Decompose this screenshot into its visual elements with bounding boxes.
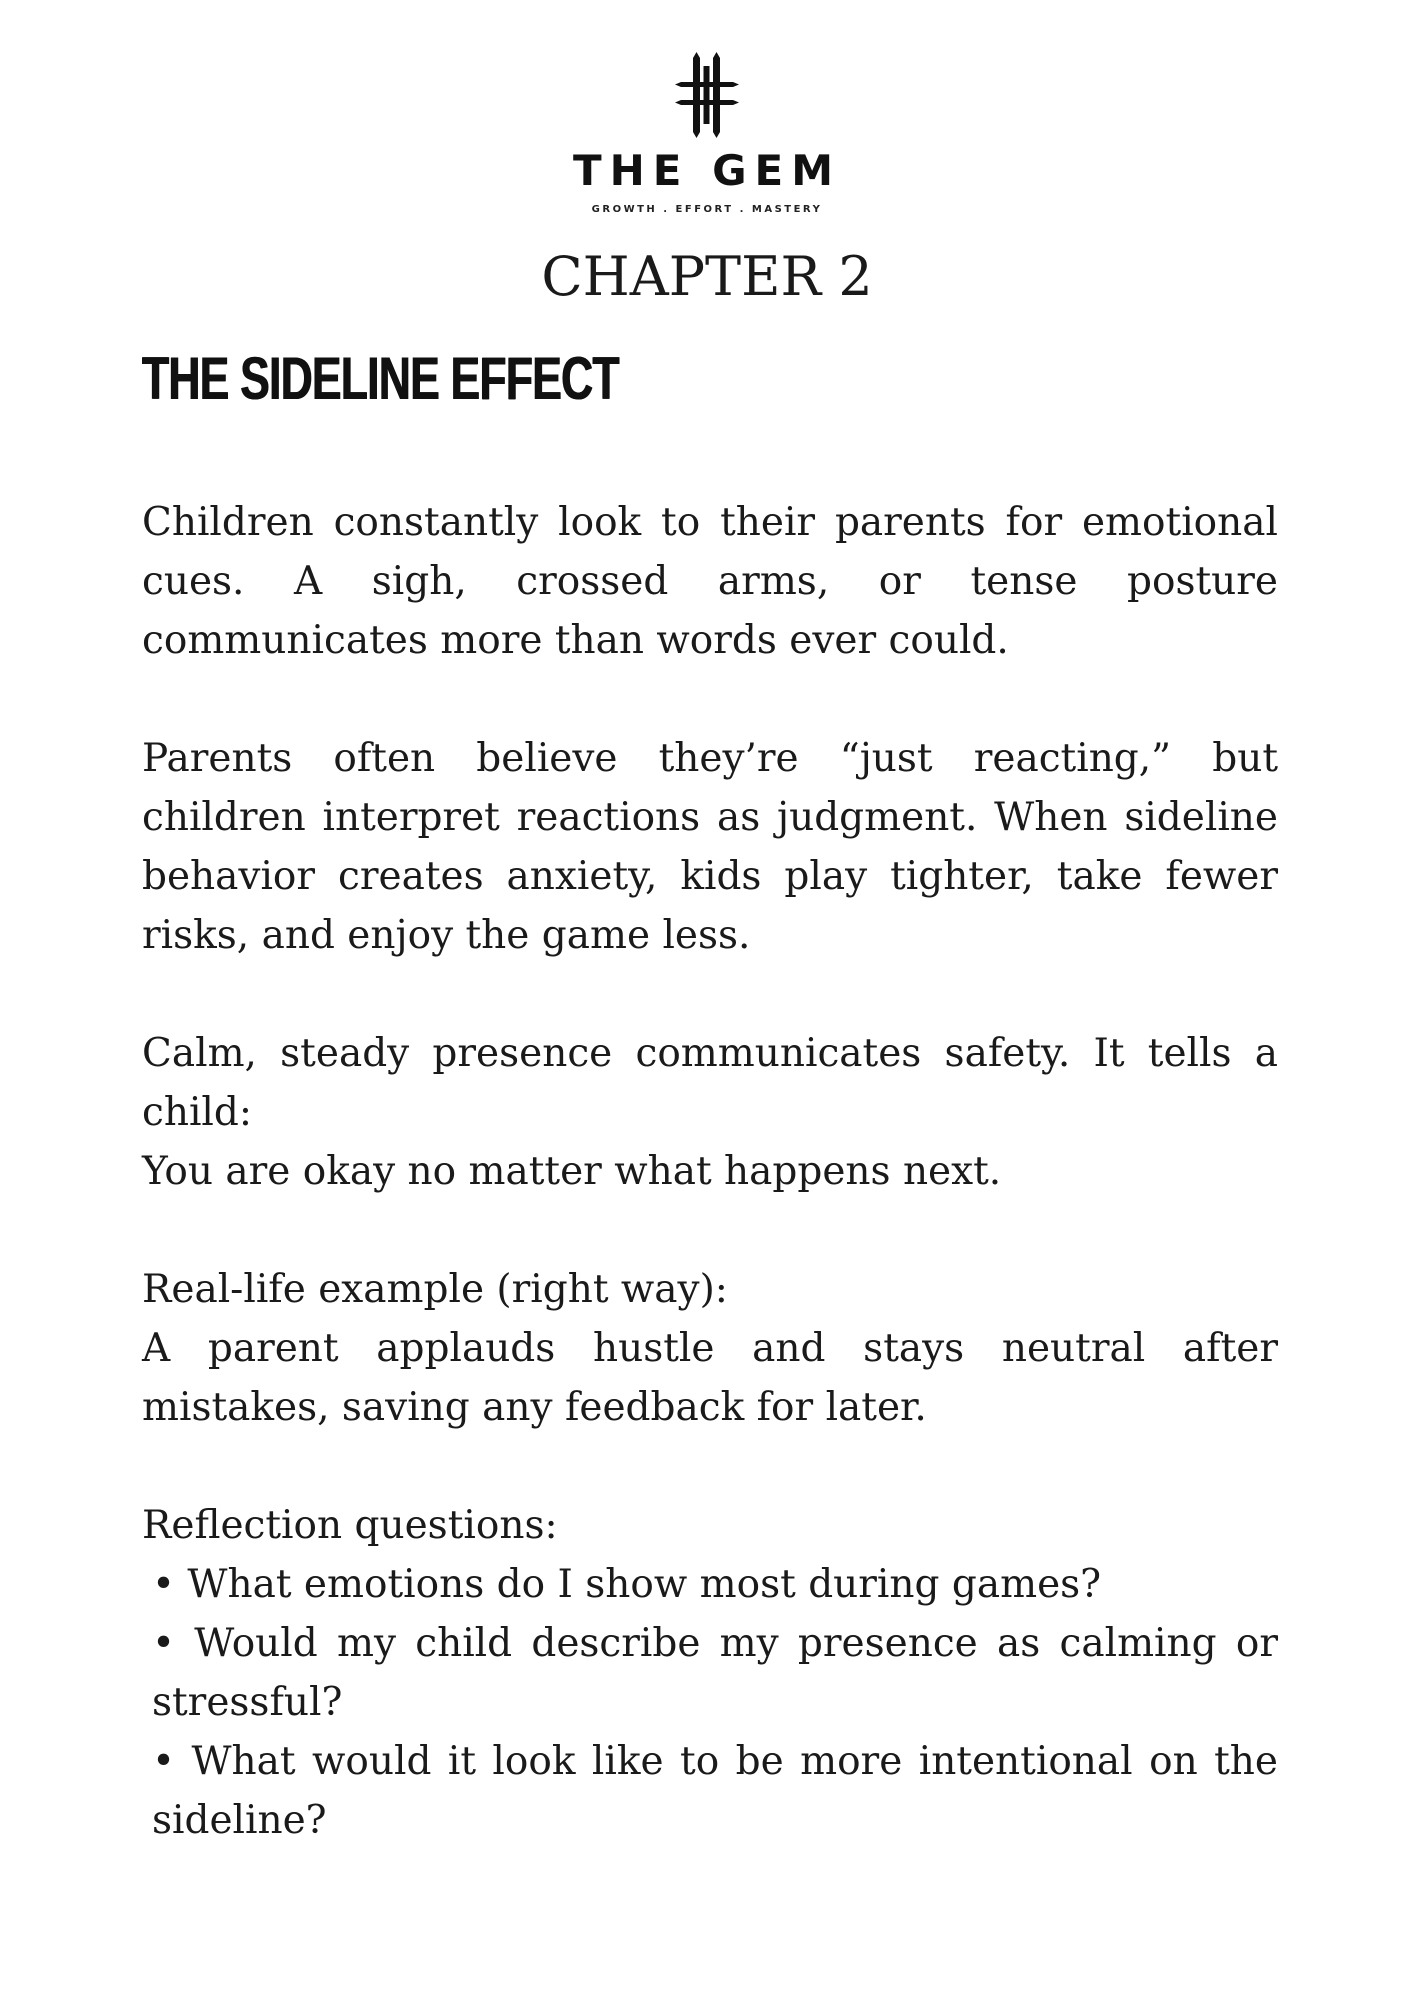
chapter-body (142, 493, 1278, 1909)
paragraph-4-line-2: A parent applauds hustle and stays neutral after mistakes, saving any feedback for later. (142, 1326, 1278, 1430)
paragraph-4-line-1: Real-life example (right way): (142, 1267, 728, 1312)
paragraph-1: Children constantly look to their parents for emotional cues. A sigh, crossed arms, or tense posture communicates more than words ever could. (142, 500, 1278, 663)
paragraph-3 (142, 1024, 1278, 1201)
paragraph-4 (142, 1260, 1278, 1437)
chapter-label: CHAPTER 2 (541, 245, 873, 308)
reflection-question: • Would my child describe my presence as calming or stressful? (152, 1621, 1278, 1725)
chapter-heading: THE SIDELINE EFFECT (142, 345, 619, 412)
the-gem-logo (0, 52, 1414, 216)
gem-monogram-icon (667, 52, 747, 138)
paragraph-3-line-2: You are okay no matter what happens next. (142, 1149, 1002, 1194)
reflection-heading: Reflection questions: (142, 1503, 558, 1548)
logo-name: THE GEM (572, 146, 842, 195)
reflection-block (142, 1496, 1278, 1850)
paragraph-3-line-1: Calm, steady presence communicates safety. It tells a child: (142, 1031, 1278, 1135)
paragraph-2: Parents often believe they’re “just reacting,” but children interpret reactions as judgment. When sideline behavior creates anxiety, kids play tighter, take fewer risks, and enjoy the game less. (142, 736, 1278, 958)
logo-tagline: GROWTH . EFFORT . MASTERY (591, 204, 823, 215)
reflection-question: • What emotions do I show most during games? (152, 1562, 1102, 1607)
reflection-question: • What would it look like to be more intentional on the sideline? (152, 1739, 1278, 1843)
